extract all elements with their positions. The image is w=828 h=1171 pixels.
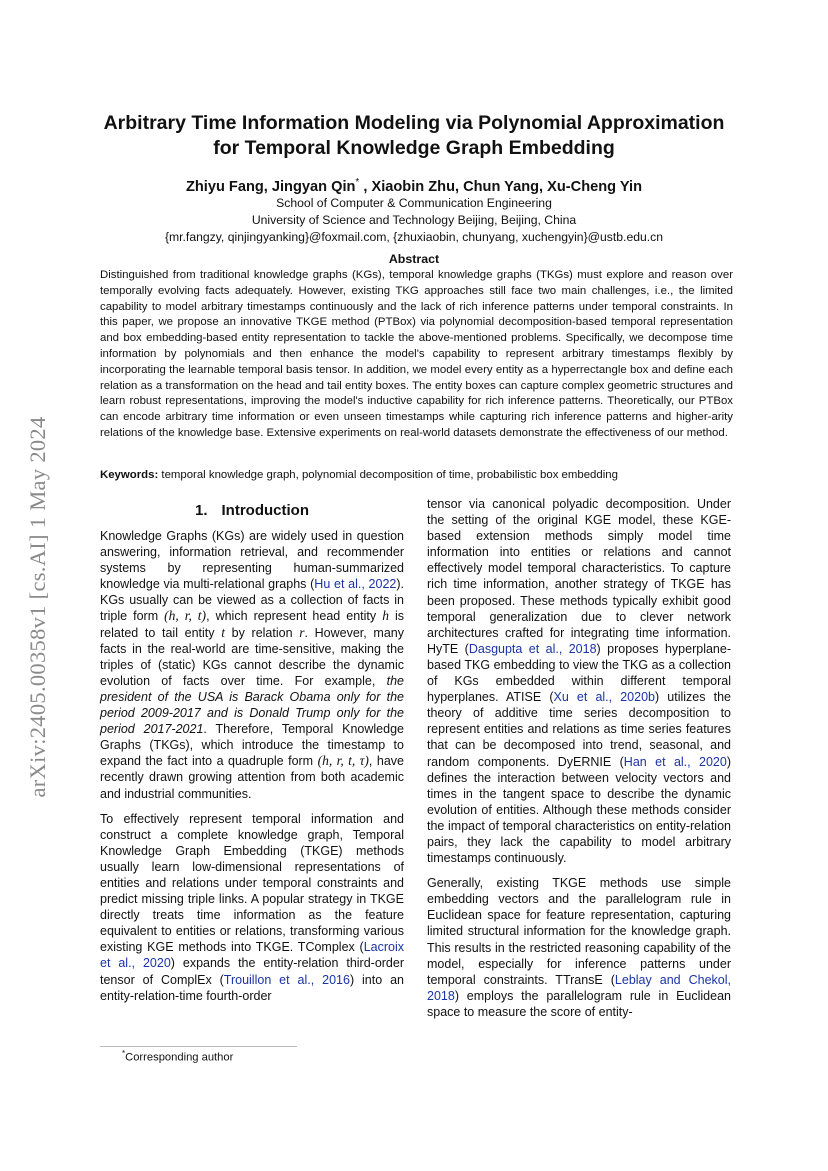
math-h: h bbox=[382, 608, 389, 624]
abstract-text: Distinguished from traditional knowledge graphs (KGs), temporal knowledge graphs (TKGs) must explore and reason over temporally evolving facts adequately. However, existing TKG approaches still face two main challenges, i.e., the limited capability to model arbitrary timestamps continuously and the lack of rich inference patterns under temporal constraints. In this paper, we propose an innovative TKGE method (PTBox) via polynomial decomposition-based temporal representation and box embedding-based entity representation to tackle the above-mentioned problems. Specifically, we decompose time information by polynomials and then enhance the model's capability to represent arbitrary timestamps flexibly by incorporating the learnable temporal basis tensor. In addition, we model every entity as a hyperrectangle box and define each relation as a transformation on the head and tail entity boxes. The entity boxes can capture complex geometric structures and learn robust representations, improving the model's inductive capability for rich inference patterns. Theoretically, our PTBox can encode arbitrary time information or even unseen timestamps while capturing rich inference patterns and higher-arity relations of the knowledge base. Extensive experiments on real-world datasets demonstrate the effectiveness of our method. bbox=[100, 269, 733, 439]
section-heading-introduction bbox=[100, 502, 404, 519]
math-triple: (h, r, t) bbox=[164, 608, 207, 624]
math-quadruple: (h, r, t, τ) bbox=[317, 753, 369, 769]
arxiv-identifier: arXiv:2405.00358v1 [cs.AI] 1 May 2024 bbox=[25, 416, 50, 798]
footnote-divider bbox=[100, 1046, 297, 1047]
intro-paragraph-3: tensor via canonical polyadic decomposition. Under the setting of the original KGE model, these KGE-based extension methods simply model time information into entities or relations and cannot effectively model temporal characteristics. To capture rich time information, another strategy of TKGE has been proposed. These methods typically exhibit good temporal generalization due to clever network architectures crafted for integrating time information. HyTE (Dasgupta et al., 2018) proposes hyperplane-based TKG embedding to view the TKG as a collection of KGs embedded within different temporal hyperplanes. ATISE (Xu et al., 2020b) utilizes the theory of additive time series decomposition to represent entities and relations as time series features that can be decomposed into trend, seasonal, and random components. DyERNIE (Han et al., 2020) defines the interaction between velocity vectors and times in the tangent space to describe the dynamic evolution of entities. Although these methods consider the impact of temporal characteristics on entity-relation pairs, they lack the capability to model arbitrary timestamps continuously. bbox=[427, 497, 731, 866]
math-r: r bbox=[299, 624, 305, 640]
author-list bbox=[80, 177, 748, 195]
footnote-mark: * bbox=[122, 1049, 126, 1058]
section-title: Introduction bbox=[221, 502, 309, 519]
keywords-label: Keywords: bbox=[100, 469, 159, 481]
keywords bbox=[100, 469, 733, 481]
paper-title bbox=[80, 111, 748, 161]
footnote bbox=[122, 1049, 233, 1064]
keywords-list: temporal knowledge graph, polynomial decomposition of time, probabilistic box embedding bbox=[158, 469, 618, 481]
citation-link[interactable]: Leblay and Chekol, 2018 bbox=[427, 972, 731, 1003]
right-column bbox=[427, 496, 731, 1029]
title-line-1: Arbitrary Time Information Modeling via Polynomial Approximation bbox=[103, 112, 725, 134]
intro-paragraph-1: Knowledge Graphs (KGs) are widely used in question answering, information retrieval, and recommender systems by representing human-summarized knowledge via multi-relational graphs (Hu et al., 2022). KGs usually can be viewed as a collection of facts in triple form (h, r, t), which represent head entity h is related to tail entity t by relation r. However, many facts in the real-world are time-sensitive, making the triples of (static) KGs cannot describe the dynamic evolution of facts over time. For example, the president of the USA is Barack Obama only for the period 2009-2017 and is Donald Trump only for the period 2017-2021. Therefore, Temporal Knowledge Graphs (TKGs), which introduce the timestamp to expand the fact into a quadruple form (h, r, t, τ), have recently drawn growing attention from both academic and industrial communities. bbox=[100, 529, 405, 801]
footnote-text: Corresponding author bbox=[125, 1051, 234, 1064]
section-number: 1. bbox=[195, 502, 208, 519]
abstract-heading: Abstract bbox=[388, 252, 440, 266]
citation-link[interactable]: Lacroix et al., 2020 bbox=[100, 940, 404, 971]
math-t: t bbox=[221, 624, 225, 640]
left-column bbox=[100, 528, 404, 1013]
example-text: the president of the USA is Barack Obama only for the period 2009-2017 and is Donald Trump only for the period 2017-2021 bbox=[100, 673, 404, 737]
citation-link[interactable]: Hu et al., 2022 bbox=[314, 577, 397, 592]
author-emails: {mr.fangzy, qinjingyanking}@foxmail.com, {zhuxiaobin, chunyang, xuchengyin}@ustb.edu.cn bbox=[164, 230, 664, 244]
intro-paragraph-4: Generally, existing TKGE methods use simple embedding vectors and the parallelogram rule in Euclidean space for feature representation, capturing limited structural information for the knowledge graph. This results in the restricted reasoning capability of the model, especially for inference patterns under temporal constraints. TTransE (Leblay and Chekol, 2018) employs the parallelogram rule in Euclidean space to measure the score of entity- bbox=[427, 876, 731, 1019]
authors-rest: , Xiaobin Zhu, Chun Yang, Xu-Cheng Yin bbox=[359, 178, 643, 195]
authors-first: Zhiyu Fang, Jingyan Qin bbox=[185, 178, 356, 195]
corresponding-author-mark: * bbox=[355, 177, 360, 188]
citation-link[interactable]: Dasgupta et al., 2018 bbox=[468, 641, 597, 656]
title-line-2: for Temporal Knowledge Graph Embedding bbox=[213, 137, 615, 159]
citation-link[interactable]: Xu et al., 2020b bbox=[553, 690, 655, 705]
affiliation-university: University of Science and Technology Beijing, Beijing, China bbox=[251, 213, 577, 227]
affiliation-school: School of Computer & Communication Engineering bbox=[276, 196, 552, 210]
citation-link[interactable]: Trouillon et al., 2016 bbox=[223, 972, 350, 987]
citation-link[interactable]: Han et al., 2020 bbox=[623, 754, 727, 769]
arxiv-identifier-stamp bbox=[18, 372, 58, 842]
intro-paragraph-2: To effectively represent temporal information and construct a complete knowledge graph, Temporal Knowledge Graph Embedding (TKGE) methods usually learn low-dimensional representations of entities and relations under temporal constraints and predict missing triple links. A popular strategy in TKGE directly treats time information as the feature equivalent to entities or relations, transforming various existing KGE methods into TKGE. TComplex (Lacroix et al., 2020) expands the entity-relation third-order tensor of ComplEx (Trouillon et al., 2016) into an entity-relation-time fourth-order bbox=[100, 811, 405, 1003]
